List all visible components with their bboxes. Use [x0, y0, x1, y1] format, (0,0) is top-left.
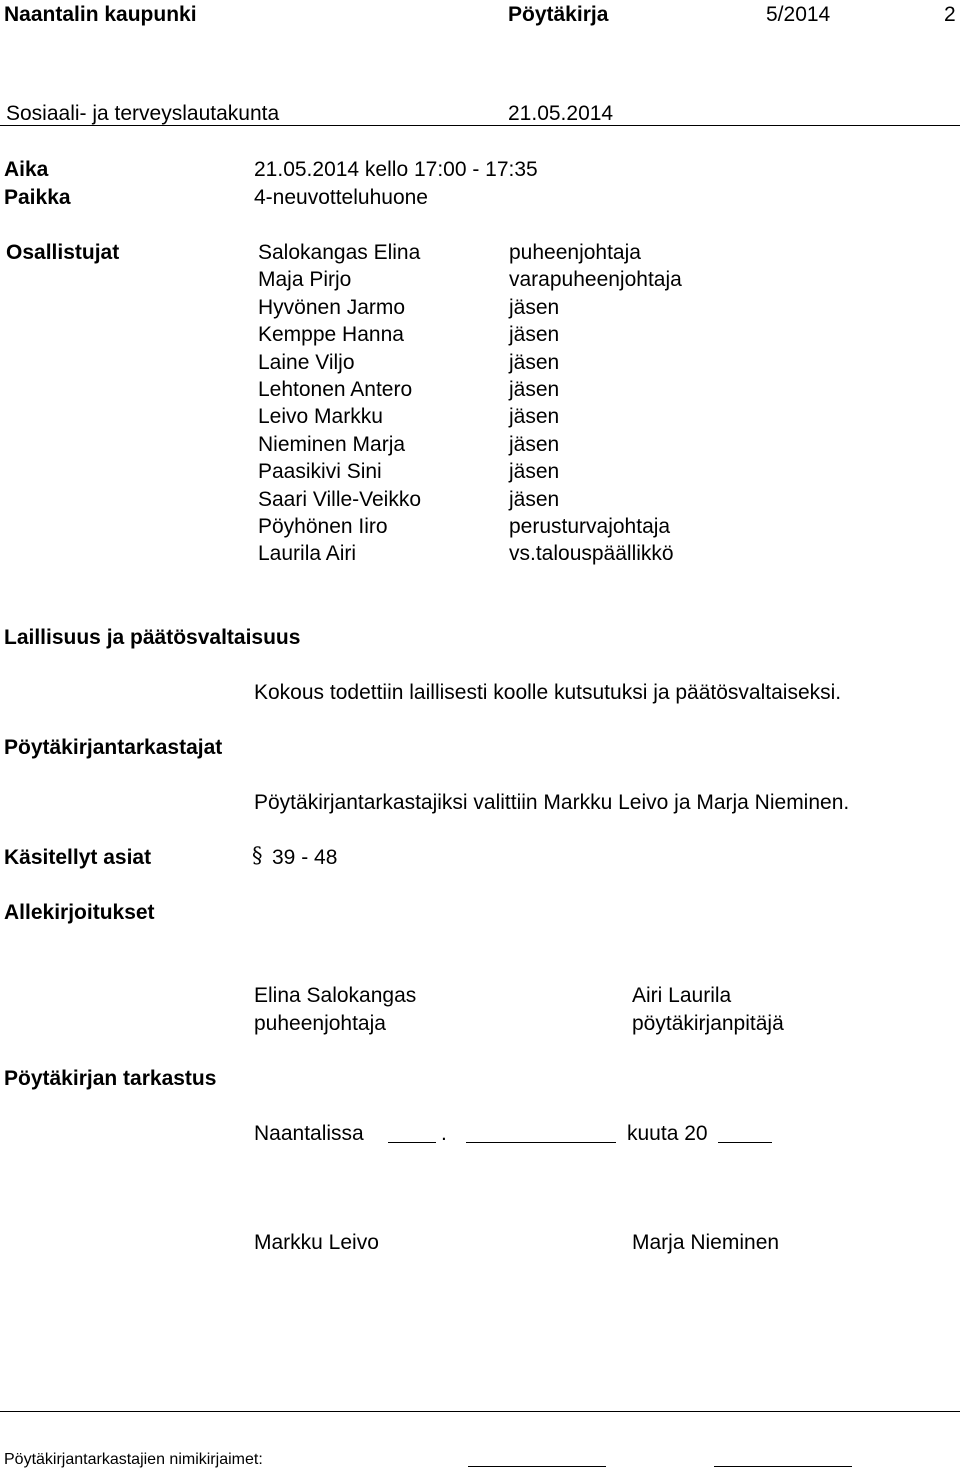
header-divider — [0, 125, 960, 126]
page-number: 2 — [944, 3, 956, 26]
board-date: 21.05.2014 — [508, 102, 614, 125]
reviewers-text: Pöytäkirjantarkastajiksi valittiin Markku Leivo ja Marja Nieminen. — [254, 791, 850, 814]
initials-blank-1 — [468, 1466, 606, 1467]
signer1-title: puheenjohtaja — [254, 1012, 386, 1035]
participant-role: jäsen — [509, 488, 560, 511]
participant-role: vs.talouspäällikkö — [509, 542, 674, 565]
time-value: 21.05.2014 kello 17:00 - 17:35 — [254, 158, 538, 181]
participant-name: Salokangas Elina — [258, 241, 421, 264]
signer2-title: pöytäkirjanpitäjä — [632, 1012, 784, 1035]
participant-role: perusturvajohtaja — [509, 515, 671, 538]
participant-role: jäsen — [509, 323, 560, 346]
participant-name: Hyvönen Jarmo — [258, 296, 406, 319]
month-blank — [466, 1142, 616, 1143]
participant-role: jäsen — [509, 405, 560, 428]
review-month-text: kuuta 20 — [627, 1122, 708, 1145]
participant-role: puheenjohtaja — [509, 241, 641, 264]
review-label: Pöytäkirjan tarkastus — [4, 1067, 217, 1090]
participant-role: jäsen — [509, 378, 560, 401]
participant-name: Lehtonen Antero — [258, 378, 413, 401]
legality-label: Laillisuus ja päätösvaltaisuus — [4, 626, 301, 649]
participant-name: Leivo Markku — [258, 405, 383, 428]
signer2-name: Airi Laurila — [632, 984, 732, 1007]
participant-role: jäsen — [509, 351, 560, 374]
review-place: Naantalissa — [254, 1122, 364, 1145]
participant-name: Laurila Airi — [258, 542, 357, 565]
participant-name: Kemppe Hanna — [258, 323, 404, 346]
participant-role: jäsen — [509, 433, 560, 456]
participant-name: Laine Viljo — [258, 351, 355, 374]
reviewer1-name: Markku Leivo — [254, 1231, 379, 1254]
reviewers-label: Pöytäkirjantarkastajat — [4, 736, 223, 759]
year-blank — [718, 1142, 772, 1143]
participants-label: Osallistujat — [6, 241, 120, 264]
participant-name: Saari Ville-Veikko — [258, 488, 422, 511]
participant-name: Maja Pirjo — [258, 268, 352, 291]
participant-role: varapuheenjohtaja — [509, 268, 682, 291]
day-blank — [388, 1142, 436, 1143]
participant-role: jäsen — [509, 296, 560, 319]
document-type: Pöytäkirja — [508, 3, 609, 26]
initials-blank-2 — [714, 1466, 852, 1467]
section-sign: § — [252, 843, 263, 867]
review-dot: . — [441, 1122, 447, 1145]
place-label: Paikka — [4, 186, 71, 209]
organization-name: Naantalin kaupunki — [4, 3, 197, 26]
participant-role: jäsen — [509, 460, 560, 483]
place-value: 4-neuvotteluhuone — [254, 186, 428, 209]
reviewer2-name: Marja Nieminen — [632, 1231, 780, 1254]
participant-name: Nieminen Marja — [258, 433, 406, 456]
items-range: 39 - 48 — [272, 846, 338, 869]
document-number: 5/2014 — [766, 3, 831, 26]
initials-label: Pöytäkirjantarkastajien nimikirjaimet: — [4, 1451, 263, 1468]
items-label: Käsitellyt asiat — [4, 846, 152, 869]
participant-name: Pöyhönen Iiro — [258, 515, 388, 538]
signer1-name: Elina Salokangas — [254, 984, 417, 1007]
signatures-label: Allekirjoitukset — [4, 901, 155, 924]
board-name: Sosiaali- ja terveyslautakunta — [6, 102, 280, 125]
participant-name: Paasikivi Sini — [258, 460, 382, 483]
legality-text: Kokous todettiin laillisesti koolle kutsutuksi ja päätösvaltaiseksi. — [254, 681, 842, 704]
footer-divider — [0, 1411, 960, 1412]
time-label: Aika — [4, 158, 49, 181]
